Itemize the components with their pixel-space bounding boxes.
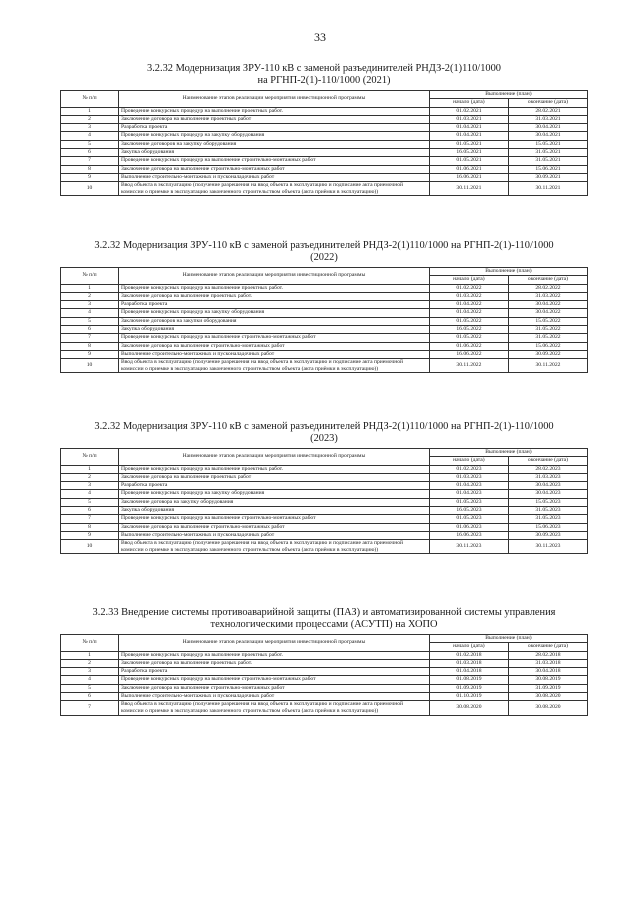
header-num: № п/п — [61, 91, 119, 108]
table-row: 8 Заключение договора на выполнение строительно-монтажных работ 01.06.2022 15.06.2022 — [61, 342, 588, 350]
table-row: 8 Заключение договора на выполнение строительно-монтажных работ 01.06.2023 15.06.2023 — [61, 523, 588, 531]
table-row: 1 Проведение конкурсных процедур на выполнение проектных работ. 01.02.2021 28.02.2021 — [61, 107, 588, 115]
header-end: окончание (дата) — [508, 457, 587, 465]
page-number: 33 — [314, 30, 326, 44]
header-num: № п/п — [61, 449, 119, 466]
header-stage: Наименование этапов реализации мероприятия инвестиционной программы — [118, 635, 429, 652]
header-stage: Наименование этапов реализации мероприятия инвестиционной программы — [118, 268, 429, 285]
table-row: 10 Ввод объекта в эксплуатацию (получение разрешения на ввод объекта в эксплуатацию и подписание акта приемочной комиссии о приемке в эксплуатацию законченного строительством объекта (акта приёмки в эксплуатацию)) 30.11.2023 30.11.2023 — [61, 540, 588, 554]
table-row: 5 Заключение договоров на закупку оборудования 01.05.2021 15.05.2021 — [61, 140, 588, 148]
section-paz-asutp — [60, 607, 588, 716]
table-row: 5 Заключение договора на закупку оборудования 01.05.2023 15.05.2023 — [61, 498, 588, 506]
table-row: 6 Закупка оборудования 16.05.2023 31.05.2023 — [61, 507, 588, 515]
schedule-table — [60, 448, 588, 554]
table-row: 1 Проведение конкурсных процедур на выполнение проектных работ. 01.02.2018 28.02.2018 — [61, 651, 588, 659]
table-row: 4 Проведение конкурсных процедур на выполнение строительно-монтажных работ 01.08.2019 30.08.2019 — [61, 676, 588, 684]
section-title: 3.2.33 Внедрение системы противоаварийной защиты (ПАЗ) и автоматизированной системы управления технологическими процессами (АСУТП) на ХОПО — [92, 607, 556, 630]
section-2021 — [60, 63, 588, 196]
table-row: 9 Выполнение строительно-монтажных и пусконаладочных работ 16.06.2022 30.09.2022 — [61, 350, 588, 358]
table-row: 7 Проведение конкурсных процедур на выполнение строительно-монтажных работ 01.05.2021 31.05.2021 — [61, 157, 588, 165]
table-row: 7 Проведение конкурсных процедур на выполнение строительно-монтажных работ 01.05.2022 31.05.2022 — [61, 334, 588, 342]
table-row: 9 Выполнение строительно-монтажных и пусконаладочных работ 16.06.2023 30.09.2023 — [61, 531, 588, 539]
header-start: начало (дата) — [429, 643, 508, 651]
header-end: окончание (дата) — [508, 643, 587, 651]
header-execution: Выполнение (план) — [429, 449, 587, 457]
header-execution: Выполнение (план) — [429, 91, 587, 99]
table-row: 5 Заключение договоров на закупки оборудования 01.05.2022 15.05.2022 — [61, 317, 588, 325]
section-2022 — [60, 240, 588, 373]
header-num: № п/п — [61, 635, 119, 652]
section-title: 3.2.32 Модернизация ЗРУ-110 кВ с заменой разъединителей РНДЗ-2(1)110/1000 на РГНП-2(1)-110/1000 (2021) — [147, 63, 501, 86]
table-row: 2 Заключение договора на выполнение проектных работ. 01.03.2018 31.03.2018 — [61, 659, 588, 667]
table-row: 10 Ввод объекта в эксплуатацию (получение разрешения на ввод объекта в эксплуатацию и подписание акта приемочной комиссии о приемке в эксплуатацию законченного строительством объекта (акта приёмки в эксплуатацию)) 30.11.2022 30.11.2022 — [61, 359, 588, 373]
table-row: 3 Разработка проекта 01.04.2018 30.04.2018 — [61, 668, 588, 676]
header-num: № п/п — [61, 268, 119, 285]
schedule-table — [60, 90, 588, 196]
table-row: 4 Проведение конкурсных процедур на закупку оборудования 01.04.2022 30.04.2022 — [61, 309, 588, 317]
table-row: 5 Заключение договора на выполнение строительно-монтажных работ 01.09.2019 31.09.2019 — [61, 684, 588, 692]
table-row: 1 Проведение конкурсных процедур на выполнение проектных работ. 01.02.2023 28.02.2023 — [61, 465, 588, 473]
table-row: 2 Заключение договора на выполнение проектных работ 01.03.2023 31.03.2023 — [61, 473, 588, 481]
table-row: 3 Разработка проекта 01.04.2023 30.04.2023 — [61, 482, 588, 490]
section-2023 — [60, 421, 588, 554]
header-execution: Выполнение (план) — [429, 268, 587, 276]
table-row: 8 Заключение договора на выполнение строительно-монтажных работ 01.06.2021 15.06.2021 — [61, 165, 588, 173]
header-start: начало (дата) — [429, 457, 508, 465]
header-end: окончание (дата) — [508, 276, 587, 284]
table-row: 2 Заключение договора на выполнение проектных работ 01.03.2021 31.03.2021 — [61, 115, 588, 123]
header-start: начало (дата) — [429, 276, 508, 284]
table-row: 2 Заключение договора на выполнение проектных работ. 01.03.2022 31.03.2022 — [61, 292, 588, 300]
header-start: начало (дата) — [429, 99, 508, 107]
table-row: 3 Разработка проекта 01.04.2021 30.04.2021 — [61, 124, 588, 132]
table-row: 6 Выполнение строительно-монтажных и пусконаладочных работ 01.10.2019 30.08.2020 — [61, 693, 588, 701]
table-row: 6 Закупка оборудования 16.05.2022 31.05.2022 — [61, 326, 588, 334]
table-row: 3 Разработка проекта 01.04.2022 30.04.2022 — [61, 301, 588, 309]
table-row: 1 Проведение конкурсных процедур на выполнение проектных работ. 01.02.2022 28.02.2022 — [61, 284, 588, 292]
header-stage: Наименование этапов реализации мероприятия инвестиционной программы — [118, 91, 429, 108]
table-row: 4 Проведение конкурсных процедур на закупку оборудования 01.04.2021 30.04.2021 — [61, 132, 588, 140]
table-row: 9 Выполнение строительно-монтажных и пусконаладочных работ 16.06.2021 30.09.2021 — [61, 173, 588, 181]
header-stage: Наименование этапов реализации мероприятия инвестиционной программы — [118, 449, 429, 466]
schedule-table — [60, 267, 588, 373]
table-row: 10 Ввод объекта в эксплуатацию (получение разрешения на ввод объекта в эксплуатацию и подписание акта приемочной комиссии о приемке в эксплуатацию законченного строительством объекта (акта приёмки в эксплуатацию)) 30.11.2021 30.11.2021 — [61, 182, 588, 196]
schedule-table — [60, 634, 588, 716]
section-title: 3.2.32 Модернизация ЗРУ-110 кВ с заменой разъединителей РНДЗ-2(1)110/1000 на РГНП-2(1)-110/1000 (2022) — [94, 240, 554, 263]
table-row: 6 Закупка оборудования 16.05.2021 31.05.2021 — [61, 149, 588, 157]
table-row: 7 Ввод объекта в эксплуатацию (получение разрешения на ввод объекта в эксплуатацию и подписание акта приемочной комиссии о приемке в эксплуатацию законченного строительством объекта (акта приёмки в эксплуатацию)) 30.08.2020 30.08.2020 — [61, 701, 588, 715]
table-row: 7 Проведение конкурсных процедур на выполнение строительно-монтажных работ 01.05.2023 31.05.2023 — [61, 515, 588, 523]
header-execution: Выполнение (план) — [429, 635, 587, 643]
section-title: 3.2.32 Модернизация ЗРУ-110 кВ с заменой разъединителей РНДЗ-2(1)110/1000 на РГНП-2(1)-110/1000 (2023) — [94, 421, 554, 444]
table-row: 4 Проведение конкурсных процедур на закупку оборудования 01.04.2023 30.04.2023 — [61, 490, 588, 498]
header-end: окончание (дата) — [508, 99, 587, 107]
